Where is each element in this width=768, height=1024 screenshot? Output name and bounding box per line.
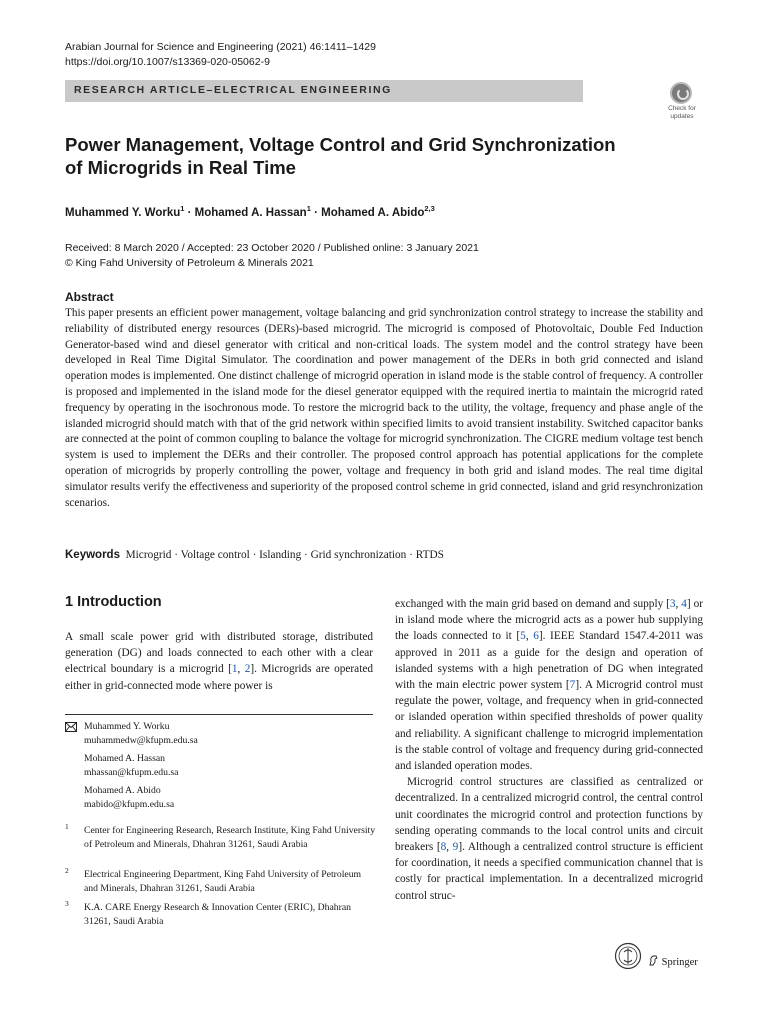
author-separator: · <box>184 206 195 219</box>
author-email[interactable]: muhammedw@kfupm.edu.sa <box>84 734 198 746</box>
citation-link[interactable]: 1 <box>231 663 238 676</box>
affil-author-name: Mohamed A. Hassan <box>84 753 165 764</box>
footnote-divider <box>65 714 373 715</box>
publisher-name: Springer <box>661 957 698 968</box>
text-run: Microgrid control structures are classified as centralized or decentralized. In a centralized microgrid control, the central control unit coordinates the microgrid control and protection functions by sending operating commands to the local control units and circuit breakers [ <box>395 776 703 854</box>
springer-horse-icon <box>648 955 659 966</box>
text-run: exchanged with the main grid based on demand and supply [ <box>395 598 670 610</box>
paper-title <box>65 133 625 179</box>
title-line-1: Power Management, Voltage Control and Grid Synchronization <box>65 134 616 155</box>
author-list <box>65 204 435 219</box>
publication-dates <box>65 241 479 271</box>
co-author <box>84 752 178 779</box>
citation-link[interactable]: 2 <box>244 663 251 676</box>
affiliation-number: 2 <box>65 866 69 875</box>
co-author <box>84 784 174 811</box>
text-run: ]. A Microgrid control must regulate the power, voltage, and frequency when in grid-connected or islanded operation within specified thresholds of power quality and reliability. A significant challenge to microgrid implementation is the stable control of voltage and frequency during grid-connected and islanded operation modes. <box>395 679 703 773</box>
text-run: A small scale power grid with distributed storage, distributed generation (DG) and loads connected to each other with a clear electrical boundary is a microgrid [ <box>65 631 373 676</box>
text-run: ]. Although a centralized control structure is efficient for coordination, it needs a specified communication channel that is costly for practical implementation. In a decentralized microgrid control struc- <box>395 841 703 902</box>
text-run: ]. Microgrids are operated either in grid-connected mode where power is <box>65 663 373 692</box>
check-updates-line1: Check for <box>668 105 696 112</box>
citation-link[interactable]: 7 <box>569 679 576 692</box>
text-run: , <box>446 841 453 854</box>
author-separator: · <box>310 206 322 219</box>
author-affil-ref: 1 <box>180 204 185 213</box>
text-run: ] or in island mode where the microgrid acts as a power hub supplying the loads connected to it [ <box>395 598 703 643</box>
affiliation-text: Electrical Engineering Department, King Fahd University of Petroleum and Minerals, Dhahran 31261, Saudi Arabia <box>84 869 362 894</box>
affiliation-text: K.A. CARE Energy Research & Innovation Center (ERIC), Dhahran 31261, Saudi Arabia <box>84 902 351 927</box>
affiliation-number: 1 <box>65 822 69 831</box>
check-updates-line2: updates <box>670 112 694 120</box>
abstract-heading: Abstract <box>65 290 114 304</box>
text-run: ]. IEEE Standard 1547.4-2011 was approved in 2011 as a guide for the design and operation of islanded systems with a high penetration of DG when integrated with the main electric power system [ <box>395 630 703 692</box>
author-email[interactable]: mhassan@kfupm.edu.sa <box>84 766 179 778</box>
check-updates-icon <box>670 82 692 104</box>
title-line-2: of Microgrids in Real Time <box>65 157 296 178</box>
springer-brand <box>648 955 698 968</box>
dates-line: Received: 8 March 2020 / Accepted: 23 October 2020 / Published online: 3 January 2021 <box>65 242 479 254</box>
author-email[interactable]: mabido@kfupm.edu.sa <box>84 798 175 810</box>
keywords <box>65 549 444 561</box>
author-name[interactable]: Muhammed Y. Worku <box>65 206 181 219</box>
right-column <box>395 596 703 904</box>
journal-line: Arabian Journal for Science and Engineering (2021) 46:1411–1429 <box>65 41 376 53</box>
author-name[interactable]: Mohamed A. Abido <box>321 206 425 219</box>
envelope-icon <box>65 722 77 732</box>
body-paragraph <box>395 774 703 904</box>
section-heading: 1 Introduction <box>65 594 162 610</box>
article-type-label: RESEARCH ARTICLE–ELECTRICAL ENGINEERING <box>74 84 392 96</box>
text-run: , <box>675 598 682 610</box>
body-paragraph <box>395 596 703 774</box>
intro-paragraph <box>65 629 373 694</box>
citation-link[interactable]: 5 <box>520 630 526 643</box>
citation-link[interactable]: 9 <box>452 841 459 854</box>
doi-link[interactable]: https://doi.org/10.1007/s13369-020-05062-9 <box>65 56 270 68</box>
arabian-journal-logo-icon <box>614 942 642 970</box>
copyright-line: © King Fahd University of Petroleum & Minerals 2021 <box>65 257 314 269</box>
abstract-text: This paper presents an efficient power management, voltage balancing and grid synchronization control strategy to increase the stability and reliability of distributed energy resources (DERs)-based microgrid. The microgrid is composed of Photovoltaic, Double Fed Induction Generator-based wind and diesel generator with critical and non-critical loads. The system model and the control strategy have been developed in Real Time Digital Simulator. The coordination and power management of the DERs in both grid connected and island operation modes is implemented. One distinct challenge of microgrid operation in island mode is the stable control of frequency. A controller is proposed and implemented in the island mode for the diesel generator equipped with the required inertia to maintain the microgrid rated frequency by operating in the isochronous mode. To restore the microgrid back to the utility, the voltage, frequency and phase angle of the islanded microgrid should match with that of the grid network within specified limits to avoid transient instability. Switched capacitor banks are connected at the point of common coupling to balance the voltage for microgrid synchronization. The CIGRE medium voltage test bench system is used to implement the DERs and their controller. The proposed control approach has potential applications for the complete operation of microgrids by properly controlling the power, voltage and frequency in both grid and island modes. The real time digital simulator results verify the effectiveness and superiority of the proposed control scheme in grid connected, island and grid resynchronization scenarios. <box>65 307 703 509</box>
author-name[interactable]: Mohamed A. Hassan <box>194 206 307 219</box>
text-run: , <box>237 663 245 676</box>
keywords-list: Microgrid · Voltage control · Islanding · Grid synchronization · RTDS <box>125 549 444 561</box>
affiliation-text: Center for Engineering Research, Research Institute, King Fahd University of Petroleum and Minerals, Dhahran 31261, Saudi Arabia <box>84 825 376 850</box>
corresponding-author <box>84 720 198 747</box>
journal-citation <box>65 40 376 70</box>
check-for-updates-badge[interactable] <box>662 82 702 124</box>
affiliation-number: 3 <box>65 899 69 908</box>
author-affil-ref: 2,3 <box>424 204 435 213</box>
citation-link[interactable]: 8 <box>440 841 447 854</box>
article-type-banner <box>65 80 583 102</box>
citation-link[interactable]: 6 <box>533 630 539 643</box>
citation-link[interactable]: 4 <box>681 598 687 610</box>
keywords-label: Keywords <box>65 549 120 561</box>
citation-link[interactable]: 3 <box>669 598 676 610</box>
text-run: , <box>525 630 534 643</box>
author-affil-ref: 1 <box>306 204 311 213</box>
affil-author-name: Muhammed Y. Worku <box>84 721 170 732</box>
affil-author-name: Mohamed A. Abido <box>84 785 161 796</box>
